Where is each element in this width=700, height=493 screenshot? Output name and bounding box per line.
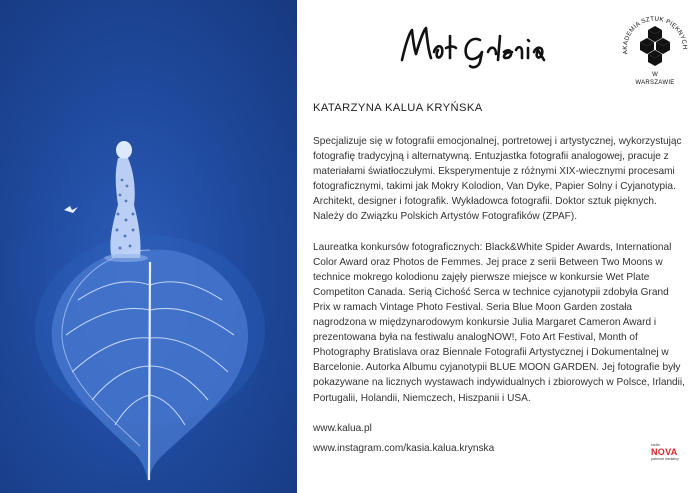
website-link[interactable]: www.kalua.pl (313, 422, 372, 434)
svg-text:W: W (652, 72, 658, 78)
svg-text:AKADEMIA SZTUK PIĘKNYCH: AKADEMIA SZTUK PIĘKNYCH (621, 15, 689, 55)
gallery-signature-logo (398, 22, 598, 72)
artist-name: KATARZYNA KALUA KRYŃSKA (313, 102, 483, 114)
bio-paragraph-1: Specjalizuje się w fotografii emocjonalnej, portretowej i artystycznej, wykorzystując fotografię tradycyjną i alternatywną. Entuzjastka fotografii analogowej, pracuje z materiałami światłoczułymi. Eksperymentuje z różnymi XIX-wiecznymi procesami fotograficznymi, takimi jak Mokry Kolodion, Van Dyke, Papier Solny i Cyjanotypia. Architekt, designer i fotografik. Wykładowca fotografii. Doktor sztuk pięknych. Należy do Związku Polskich Artystów Fotografików (ZPAF). (313, 136, 682, 223)
sponsor-top-label: radio (651, 442, 660, 447)
bio-paragraph-2: Laureatka konkursów fotograficznych: Black&White Spider Awards, International Color Award oraz Photos de Femmes. Jej prace z serii Between Two Moons w technice mokrego kolodionu zajęły pierwsze miejsce w konkursie Wet Plate Competiton Canada. Serią Cichość Serca w technice cyjanotypii zdobyła Grand Prix w ramach Vintage Photo Festival. Seria Blue Moon Garden została nagrodzona w międzynarodowym konkursie Julia Margaret Cameron Award i prezentowana była na festiwalu analogNOW!, Foto Art Festival, Month of Photography Bratislava oraz Biennale Fotografii Artystycznej i Dokumentalnej w Barcelonie. Autorka Albumu cyjanotypii BLUE MOON GARDEN. Jej fotografie były pokazywane na licznych wystawach indywidualnych i zbiorowych w Polsce, Irlandii, Portugalii, Holandii, Niemczech, Hiszpanii i USA. (313, 241, 685, 404)
artist-bio (313, 102, 685, 461)
sponsor-bottom-label: patronat medialny (651, 457, 679, 461)
sponsor-name: NOVA (651, 447, 678, 457)
radio-nova-logo (651, 443, 685, 473)
academy-seal-logo (618, 8, 692, 90)
cyanotype-photograph (0, 0, 297, 493)
leaf-midrib (149, 262, 150, 480)
instagram-link[interactable]: www.instagram.com/kasia.kalua.krynska (313, 442, 495, 454)
photo-artwork (0, 0, 297, 493)
svg-text:WARSZAWIE: WARSZAWIE (635, 80, 675, 86)
bird-shape (64, 206, 78, 213)
